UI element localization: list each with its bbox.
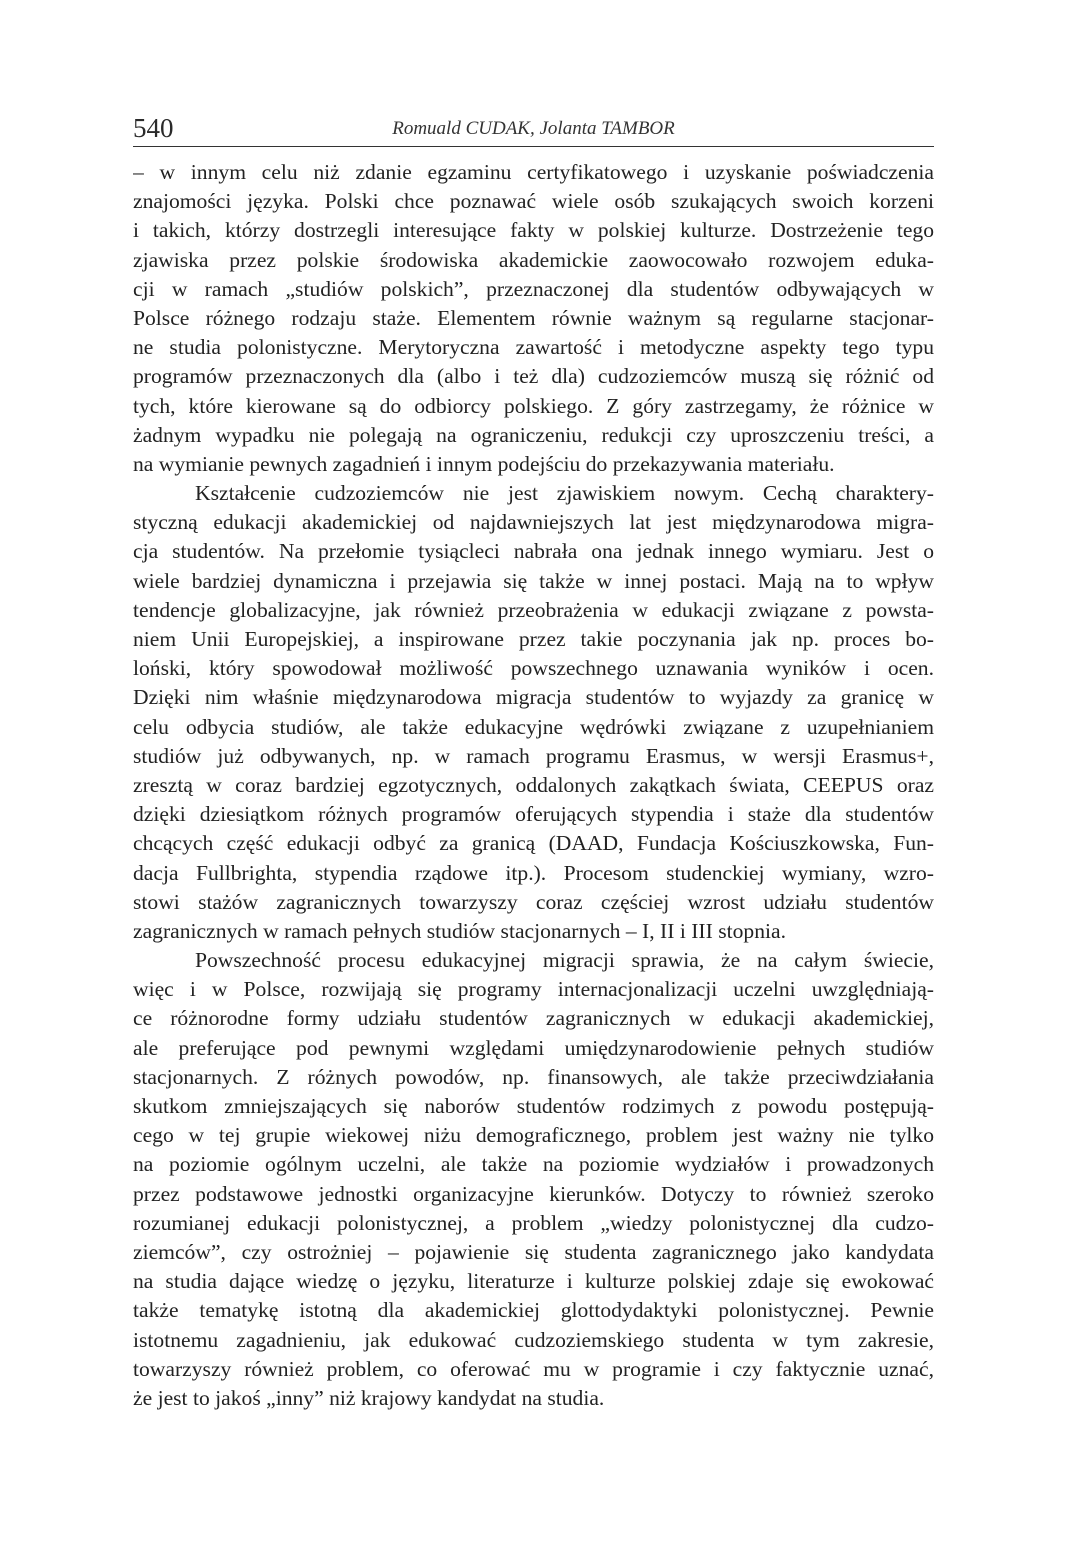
paragraph — [133, 158, 934, 479]
text-line: więc i w Polsce, rozwijają się programy internacjonalizacji uczelni uwzględniają- — [133, 977, 934, 1002]
text-line: tendencje globalizacyjne, jak również przeobrażenia w edukacji związane z powsta- — [133, 597, 934, 622]
text-line: cji w ramach „studiów polskich”, przeznaczonej dla studentów odbywających w — [133, 276, 934, 301]
text-line: istotnemu zagadnieniu, jak edukować cudzoziemskiego studenta w tym zakresie, — [133, 1327, 934, 1352]
text-line: – w innym celu niż zdanie egzaminu certyfikatowego i uzyskanie poświadczenia — [133, 160, 934, 184]
text-line: Polsce różnego rodzaju staże. Elementem równie ważnym są regularne stacjonar- — [133, 305, 934, 330]
text-line: także tematykę istotną dla akademickiej glottodydaktyki polonistycznej. Pewnie — [133, 1298, 934, 1323]
text-line: skutkom zmniejszających się naborów studentów rodzimych z powodu postępują- — [133, 1094, 934, 1118]
text-line: zresztą w coraz bardziej egzotycznych, oddalonych zakątkach świata, CEEPUS oraz — [133, 772, 934, 797]
running-header-authors: Romuald CUDAK, Jolanta TAMBOR — [392, 118, 675, 139]
text-line: programów przeznaczonych dla (albo i też dla) cudzoziemców muszą się różnić od — [133, 364, 934, 389]
text-line: towarzyszy również problem, co oferować mu w programie i czy faktycznie uznać, — [133, 1356, 934, 1381]
text-line: stowi stażów zagranicznych towarzyszy coraz częściej wzrost udziału studentów — [133, 889, 934, 914]
text-line: rozumianej edukacji polonistycznej, a problem „wiedzy polonistycznej dla cudzo- — [133, 1210, 934, 1235]
text-line: stacjonarnych. Z różnych powodów, np. finansowych, ale także przeciwdziałania — [133, 1064, 934, 1089]
text-line: że jest to jakoś „inny” niż krajowy kandydat na studia. — [133, 1385, 605, 1410]
text-line: Kształcenie cudzoziemców nie jest zjawiskiem nowym. Cechą charaktery- — [195, 481, 934, 506]
text-line: ale preferujące pod pewnymi względami umiędzynarodowienie pełnych studiów — [133, 1035, 934, 1060]
text-line: ce różnorodne formy udziału studentów zagranicznych w edukacji akademickiej, — [133, 1006, 934, 1031]
text-line: na poziomie ogólnym uczelni, ale także na poziomie wydziałów i prowadzonych — [133, 1152, 934, 1177]
body-text — [133, 158, 934, 1413]
text-line: loński, który spowodował możliwość powszechnego uznawania wyników i ocen. — [133, 656, 934, 681]
book-page — [133, 112, 934, 1413]
text-line: wiele bardziej dynamiczna i przejawia się także w innej postaci. Mają na to wpływ — [133, 568, 934, 593]
text-line: na studia dające wiedzę o języku, literaturze i kulturze polskiej zdaje się ewokować — [133, 1269, 934, 1294]
text-line: celu odbycia studiów, ale także edukacyjne wędrówki związane z uzupełnianiem — [133, 714, 934, 739]
text-line: tych, które kierowane są do odbiorcy polskiego. Z góry zastrzegamy, że różnice w — [133, 393, 934, 418]
text-line: Powszechność procesu edukacyjnej migracji sprawia, że na całym świecie, — [195, 948, 934, 973]
text-line: znajomości języka. Polski chce poznawać wiele osób szukających swoich korzeni — [133, 189, 934, 214]
text-line: ziemców”, czy ostrożniej – pojawienie się studenta zagranicznego jako kandydata — [133, 1239, 934, 1264]
text-line: na wymianie pewnych zagadnień i innym podejściu do przekazywania materiału. — [133, 451, 835, 476]
text-line: dacja Fullbrighta, stypendia rządowe itp.). Procesom studenckiej wymiany, wzro- — [133, 860, 934, 885]
running-header — [133, 112, 934, 147]
text-line: styczną edukacji akademickiej od najdawniejszych lat jest międzynarodowa migra- — [133, 510, 934, 535]
text-line: ne studia polonistyczne. Merytoryczna zawartość i metodyczne aspekty tego typu — [133, 335, 934, 360]
text-line: dzięki dziesiątkom różnych programów oferujących stypendia i staże dla studentów — [133, 802, 934, 827]
page-number: 540 — [133, 113, 174, 143]
paragraph — [133, 479, 934, 946]
text-line: Dzięki nim właśnie międzynarodowa migracja studentów to wyjazdy za granicę w — [133, 685, 934, 710]
text-line: zagranicznych w ramach pełnych studiów stacjonarnych – I, II i III stopnia. — [133, 918, 786, 943]
text-line: zjawiska przez polskie środowiska akademickie zaowocowało rozwojem eduka- — [133, 247, 934, 272]
text-line: cego w tej grupie wiekowej niżu demograficznego, problem jest ważny nie tylko — [133, 1123, 934, 1148]
text-line: żadnym wypadku nie polegają na ograniczeniu, redukcji czy uproszczeniu treści, a — [133, 422, 934, 447]
text-line: cja studentów. Na przełomie tysiącleci nabrała ona jednak innego wymiaru. Jest o — [133, 539, 934, 564]
text-line: studiów już odbywanych, np. w ramach programu Erasmus, w wersji Erasmus+, — [133, 743, 934, 768]
text-line: chcących część edukacji odbyć za granicą (DAAD, Fundacja Kościuszkowska, Fun- — [133, 831, 934, 856]
text-line: niem Unii Europejskiej, a inspirowane przez takie poczynania jak np. proces bo- — [133, 627, 934, 651]
paragraph — [133, 946, 934, 1413]
text-line: przez podstawowe jednostki organizacyjne kierunków. Dotyczy to również szeroko — [133, 1181, 934, 1206]
text-line: i takich, którzy dostrzegli interesujące fakty w polskiej kulturze. Dostrzeżenie tego — [133, 218, 934, 243]
